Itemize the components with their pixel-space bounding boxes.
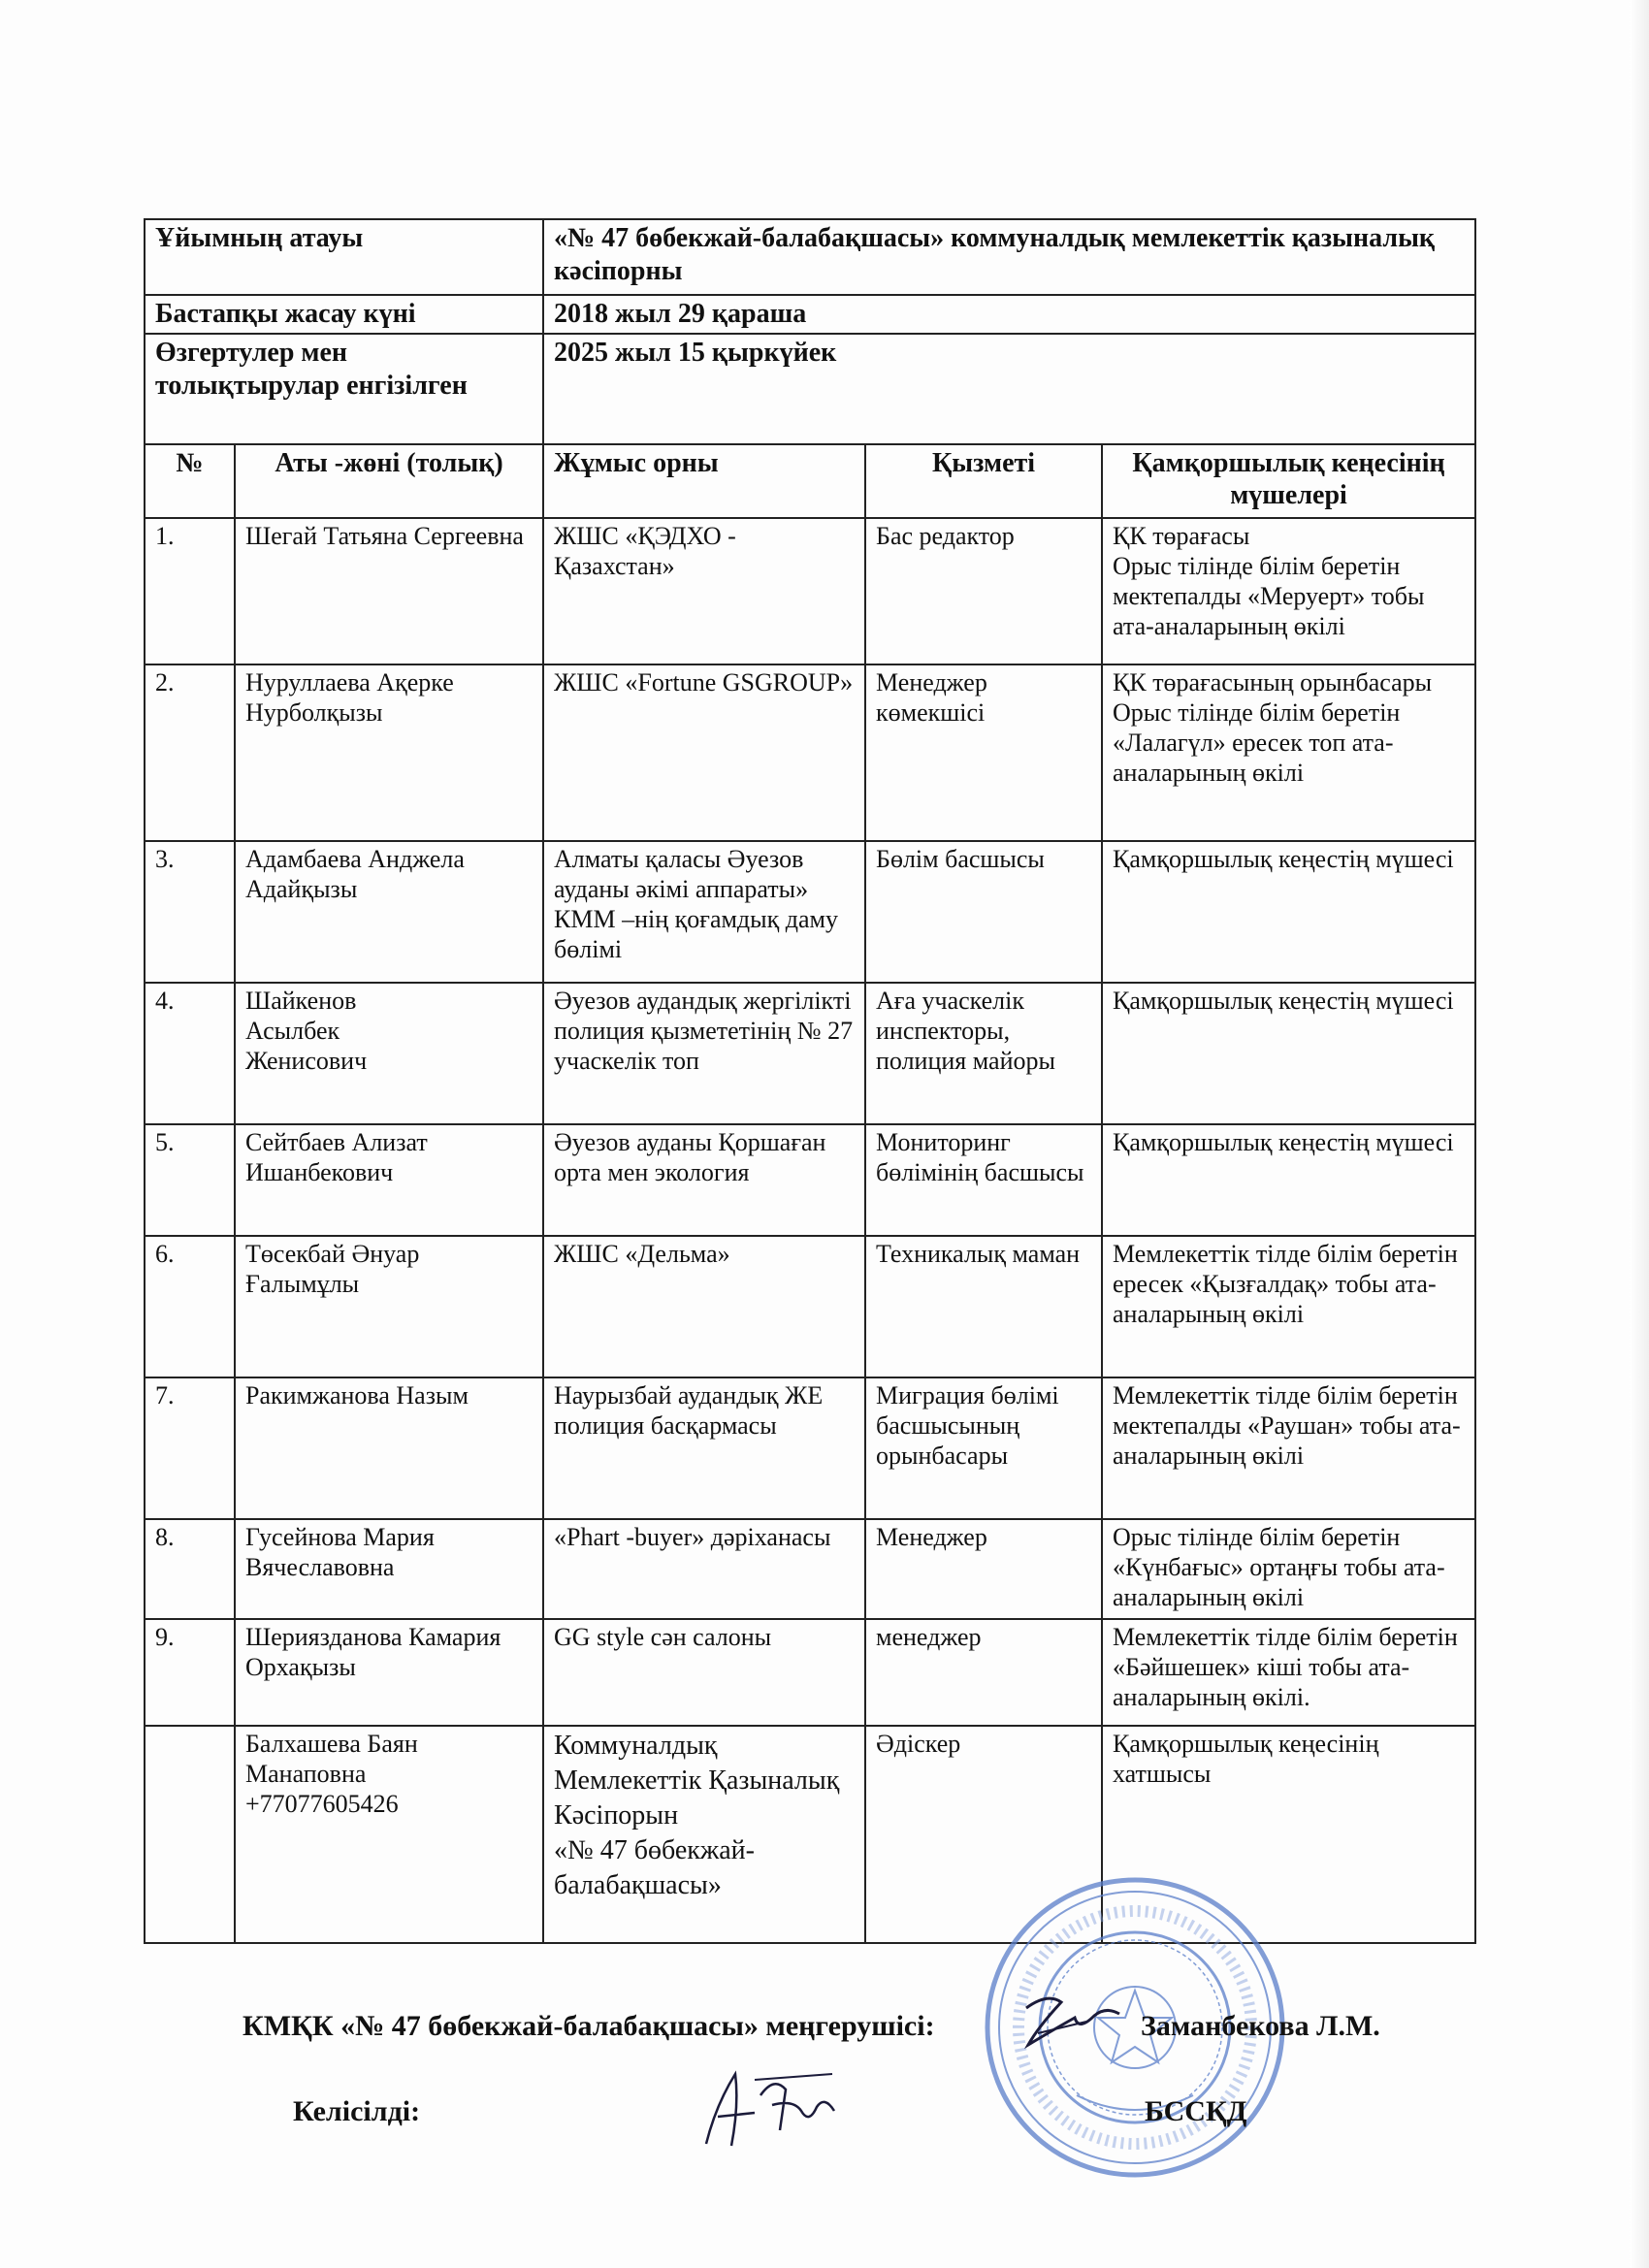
row-num: 7. bbox=[145, 1377, 235, 1519]
row-role: Қамқоршылық кеңестің мүшесі bbox=[1102, 1124, 1475, 1236]
agreed-signature-icon bbox=[696, 2066, 842, 2154]
row-num: 6. bbox=[145, 1236, 235, 1377]
head-title: КМҚК «№ 47 бөбекжай-балабақшасы» меңгерушісі: bbox=[242, 2010, 935, 2042]
row-role: ҚК төрағасының орынбасары Орыс тілінде білім беретін «Лалагүл» ересек топ ата-аналарының өкілі bbox=[1102, 664, 1475, 841]
org-name-value: «№ 47 бөбекжай-балабақшасы» коммуналдық мемлекеттік қазыналық кәсіпорны bbox=[543, 219, 1475, 295]
row-workplace: GG style сән салоны bbox=[543, 1619, 865, 1726]
head-signature-icon bbox=[1018, 1989, 1125, 2057]
col-header-name: Аты -жөні (толық) bbox=[235, 444, 543, 518]
table-row bbox=[145, 841, 1475, 983]
row-role: Мемлекеттік тілде білім беретін ересек «Қызғалдақ» тобы ата-аналарының өкілі bbox=[1102, 1236, 1475, 1377]
row-num: 3. bbox=[145, 841, 235, 983]
row-name: Адамбаева Анджела Адайқызы bbox=[235, 841, 543, 983]
row-name: Төсекбай Әнуар Ғалымұлы bbox=[235, 1236, 543, 1377]
row-role: Мемлекеттік тілде білім беретін мектепалды «Раушан» тобы ата-аналарының өкілі bbox=[1102, 1377, 1475, 1519]
row-position: Бас редактор bbox=[865, 518, 1102, 664]
changes-date-row bbox=[145, 334, 1475, 444]
row-num bbox=[145, 1726, 235, 1943]
row-position: Мониторинг бөлімінің басшысы bbox=[865, 1124, 1102, 1236]
row-name: Сейтбаев Ализат Ишанбекович bbox=[235, 1124, 543, 1236]
head-signature-line bbox=[242, 2010, 1380, 2043]
table-row bbox=[145, 1236, 1475, 1377]
row-position: Техникалық маман bbox=[865, 1236, 1102, 1377]
table-row bbox=[145, 1519, 1475, 1619]
row-position: Менеджер bbox=[865, 1519, 1102, 1619]
table-row bbox=[145, 664, 1475, 841]
board-members-table bbox=[144, 218, 1476, 1944]
row-name: Шериязданова Камария Орхақызы bbox=[235, 1619, 543, 1726]
created-date-label: Бастапқы жасау күні bbox=[145, 295, 543, 334]
row-num: 5. bbox=[145, 1124, 235, 1236]
row-workplace: Наурызбай аудандық ЖЕ полиция басқармасы bbox=[543, 1377, 865, 1519]
row-num: 9. bbox=[145, 1619, 235, 1726]
row-workplace: ЖШС «Дельма» bbox=[543, 1236, 865, 1377]
row-workplace: ЖШС «ҚЭДХО - Қазахстан» bbox=[543, 518, 865, 664]
changes-date-label: Өзгертулер мен толықтырулар енгізілген bbox=[145, 334, 543, 444]
row-workplace: Алматы қаласы Әуезов ауданы әкімі аппараты» КММ –нің қоғамдық даму бөлімі bbox=[543, 841, 865, 983]
row-position: Менеджер көмекшісі bbox=[865, 664, 1102, 841]
head-name: Заманбекова Л.М. bbox=[1141, 2010, 1380, 2042]
changes-date-value: 2025 жыл 15 қыркүйек bbox=[543, 334, 1475, 444]
col-header-position: Қызметі bbox=[865, 444, 1102, 518]
table-row bbox=[145, 1619, 1475, 1726]
row-position: Әдіскер bbox=[865, 1726, 1102, 1943]
row-role: Қамқоршылық кеңестің мүшесі bbox=[1102, 841, 1475, 983]
row-position: Бөлім басшысы bbox=[865, 841, 1102, 983]
col-header-role: Қамқоршылық кеңесінің мүшелері bbox=[1102, 444, 1475, 518]
agency-label: БССҚД bbox=[1145, 2095, 1247, 2127]
table-row bbox=[145, 1124, 1475, 1236]
col-header-workplace: Жұмыс орны bbox=[543, 444, 865, 518]
scan-edge-shadow bbox=[1630, 0, 1649, 2268]
row-position: Миграция бөлімі басшысының орынбасары bbox=[865, 1377, 1102, 1519]
row-num: 1. bbox=[145, 518, 235, 664]
row-workplace: «Phart -buyer» дәріханасы bbox=[543, 1519, 865, 1619]
row-name: Балхашева Баян Манаповна +77077605426 bbox=[235, 1726, 543, 1943]
row-role: Қамқоршылық кеңесінің хатшысы bbox=[1102, 1726, 1475, 1943]
row-name: Шайкенов Асылбек Женисович bbox=[235, 983, 543, 1124]
row-role: Мемлекеттік тілде білім беретін «Бәйшешек» кіші тобы ата-аналарының өкілі. bbox=[1102, 1619, 1475, 1726]
row-workplace: Коммуналдық Мемлекеттік Қазыналық Кәсіпорын «№ 47 бөбекжай-балабақшасы» bbox=[543, 1726, 865, 1943]
row-num: 4. bbox=[145, 983, 235, 1124]
table-row bbox=[145, 518, 1475, 664]
row-num: 2. bbox=[145, 664, 235, 841]
row-name: Нуруллаева Ақерке Нурболқызы bbox=[235, 664, 543, 841]
row-role: Қамқоршылық кеңестің мүшесі bbox=[1102, 983, 1475, 1124]
row-role: Орыс тілінде білім беретін «Күнбағыс» ортаңғы тобы ата-аналарының өкілі bbox=[1102, 1519, 1475, 1619]
org-name-label: Ұйымның атауы bbox=[145, 219, 543, 295]
col-header-num: № bbox=[145, 444, 235, 518]
column-header-row bbox=[145, 444, 1475, 518]
row-role: ҚК төрағасы Орыс тілінде білім беретін мектепалды «Меруерт» тобы ата-аналарының өкілі bbox=[1102, 518, 1475, 664]
row-workplace: Әуезов аудандық жергілікті полиция қызмететінің № 27 учаскелік топ bbox=[543, 983, 865, 1124]
table-row bbox=[145, 1377, 1475, 1519]
row-num: 8. bbox=[145, 1519, 235, 1619]
row-name: Гусейнова Мария Вячеславовна bbox=[235, 1519, 543, 1619]
row-workplace: Әуезов ауданы Қоршаған орта мен экология bbox=[543, 1124, 865, 1236]
org-name-row bbox=[145, 219, 1475, 295]
created-date-value: 2018 жыл 29 қараша bbox=[543, 295, 1475, 334]
created-date-row bbox=[145, 295, 1475, 334]
row-position: Аға учаскелік инспекторы, полиция майоры bbox=[865, 983, 1102, 1124]
agreed-label: Келісілді: bbox=[293, 2095, 421, 2127]
row-workplace: ЖШС «Fortune GSGROUP» bbox=[543, 664, 865, 841]
table-row bbox=[145, 983, 1475, 1124]
row-position: менеджер bbox=[865, 1619, 1102, 1726]
row-name: Шегай Татьяна Сергеевна bbox=[235, 518, 543, 664]
row-name: Ракимжанова Назым bbox=[235, 1377, 543, 1519]
